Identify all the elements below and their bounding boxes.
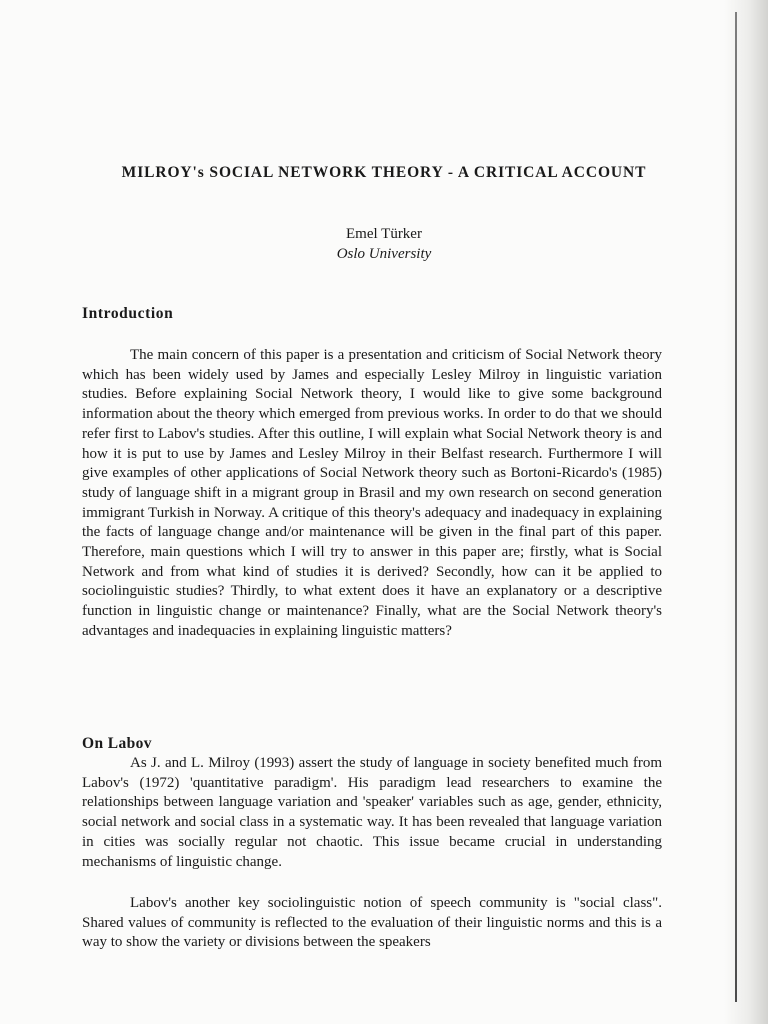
paper-title: MILROY's SOCIAL NETWORK THEORY - A CRITICAL ACCOUNT	[121, 164, 647, 181]
introduction-paragraph: The main concern of this paper is a presentation and criticism of Social Network theory which has been widely used by James and especially Lesley Milroy in linguistic variation studies. Before explaining Social Network theory, I would like to give some background information about the theory which emerged from previous works. In order to do that we should refer first to Labov's studies. After this outline, I will explain what Social Network theory is and how it is put to use by James and Lesley Milroy in their Belfast research. Furthermore I will give examples of other applications of Social Network theory such as Bortoni-Ricardo's (1985) study of language shift in a migrant group in Brasil and my own research on second generation immigrant Turkish in Norway. A critique of this theory's adequacy and inadequacy in explaining the facts of language change and/or maintenance will be given in the final part of this paper. Therefore, main questions which I will try to answer in this paper are; firstly, what is Social Network and from what kind of studies it is derived? Secondly, how can it be applied to sociolinguistic studies? Thirdly, to what extent does it have an explanatory or a descriptive function in linguistic change or maintenance? Finally, what are the Social Network theory's advantages and inadequacies in explaining linguistic matters?	[82, 347, 662, 639]
page-edge-line	[735, 12, 737, 1002]
page-edge-shadow	[724, 0, 768, 1024]
section-heading-introduction: Introduction	[82, 305, 174, 322]
section-heading-on-labov: On Labov	[82, 735, 152, 752]
on-labov-paragraph-2: Labov's another key sociolinguistic notion of speech community is "social class". Shared values of community is reflected to the evaluation of their linguistic norms and this is a way to show the variety or divisions between the speakers	[82, 895, 662, 951]
author-affiliation: Oslo University	[336, 246, 432, 262]
on-labov-paragraph-1: As J. and L. Milroy (1993) assert the study of language in society benefited much from Labov's (1972) 'quantitative paradigm'. His paradigm lead researchers to examine the relationships between language variation and 'speaker' variables such as age, gender, ethnicity, social network and social class in a systematic way. It has been revealed that language variation in cities was socially regular not chaotic. This issue became crucial in understanding mechanisms of linguistic change.	[82, 755, 662, 870]
author-name: Emel Türker	[346, 226, 422, 242]
